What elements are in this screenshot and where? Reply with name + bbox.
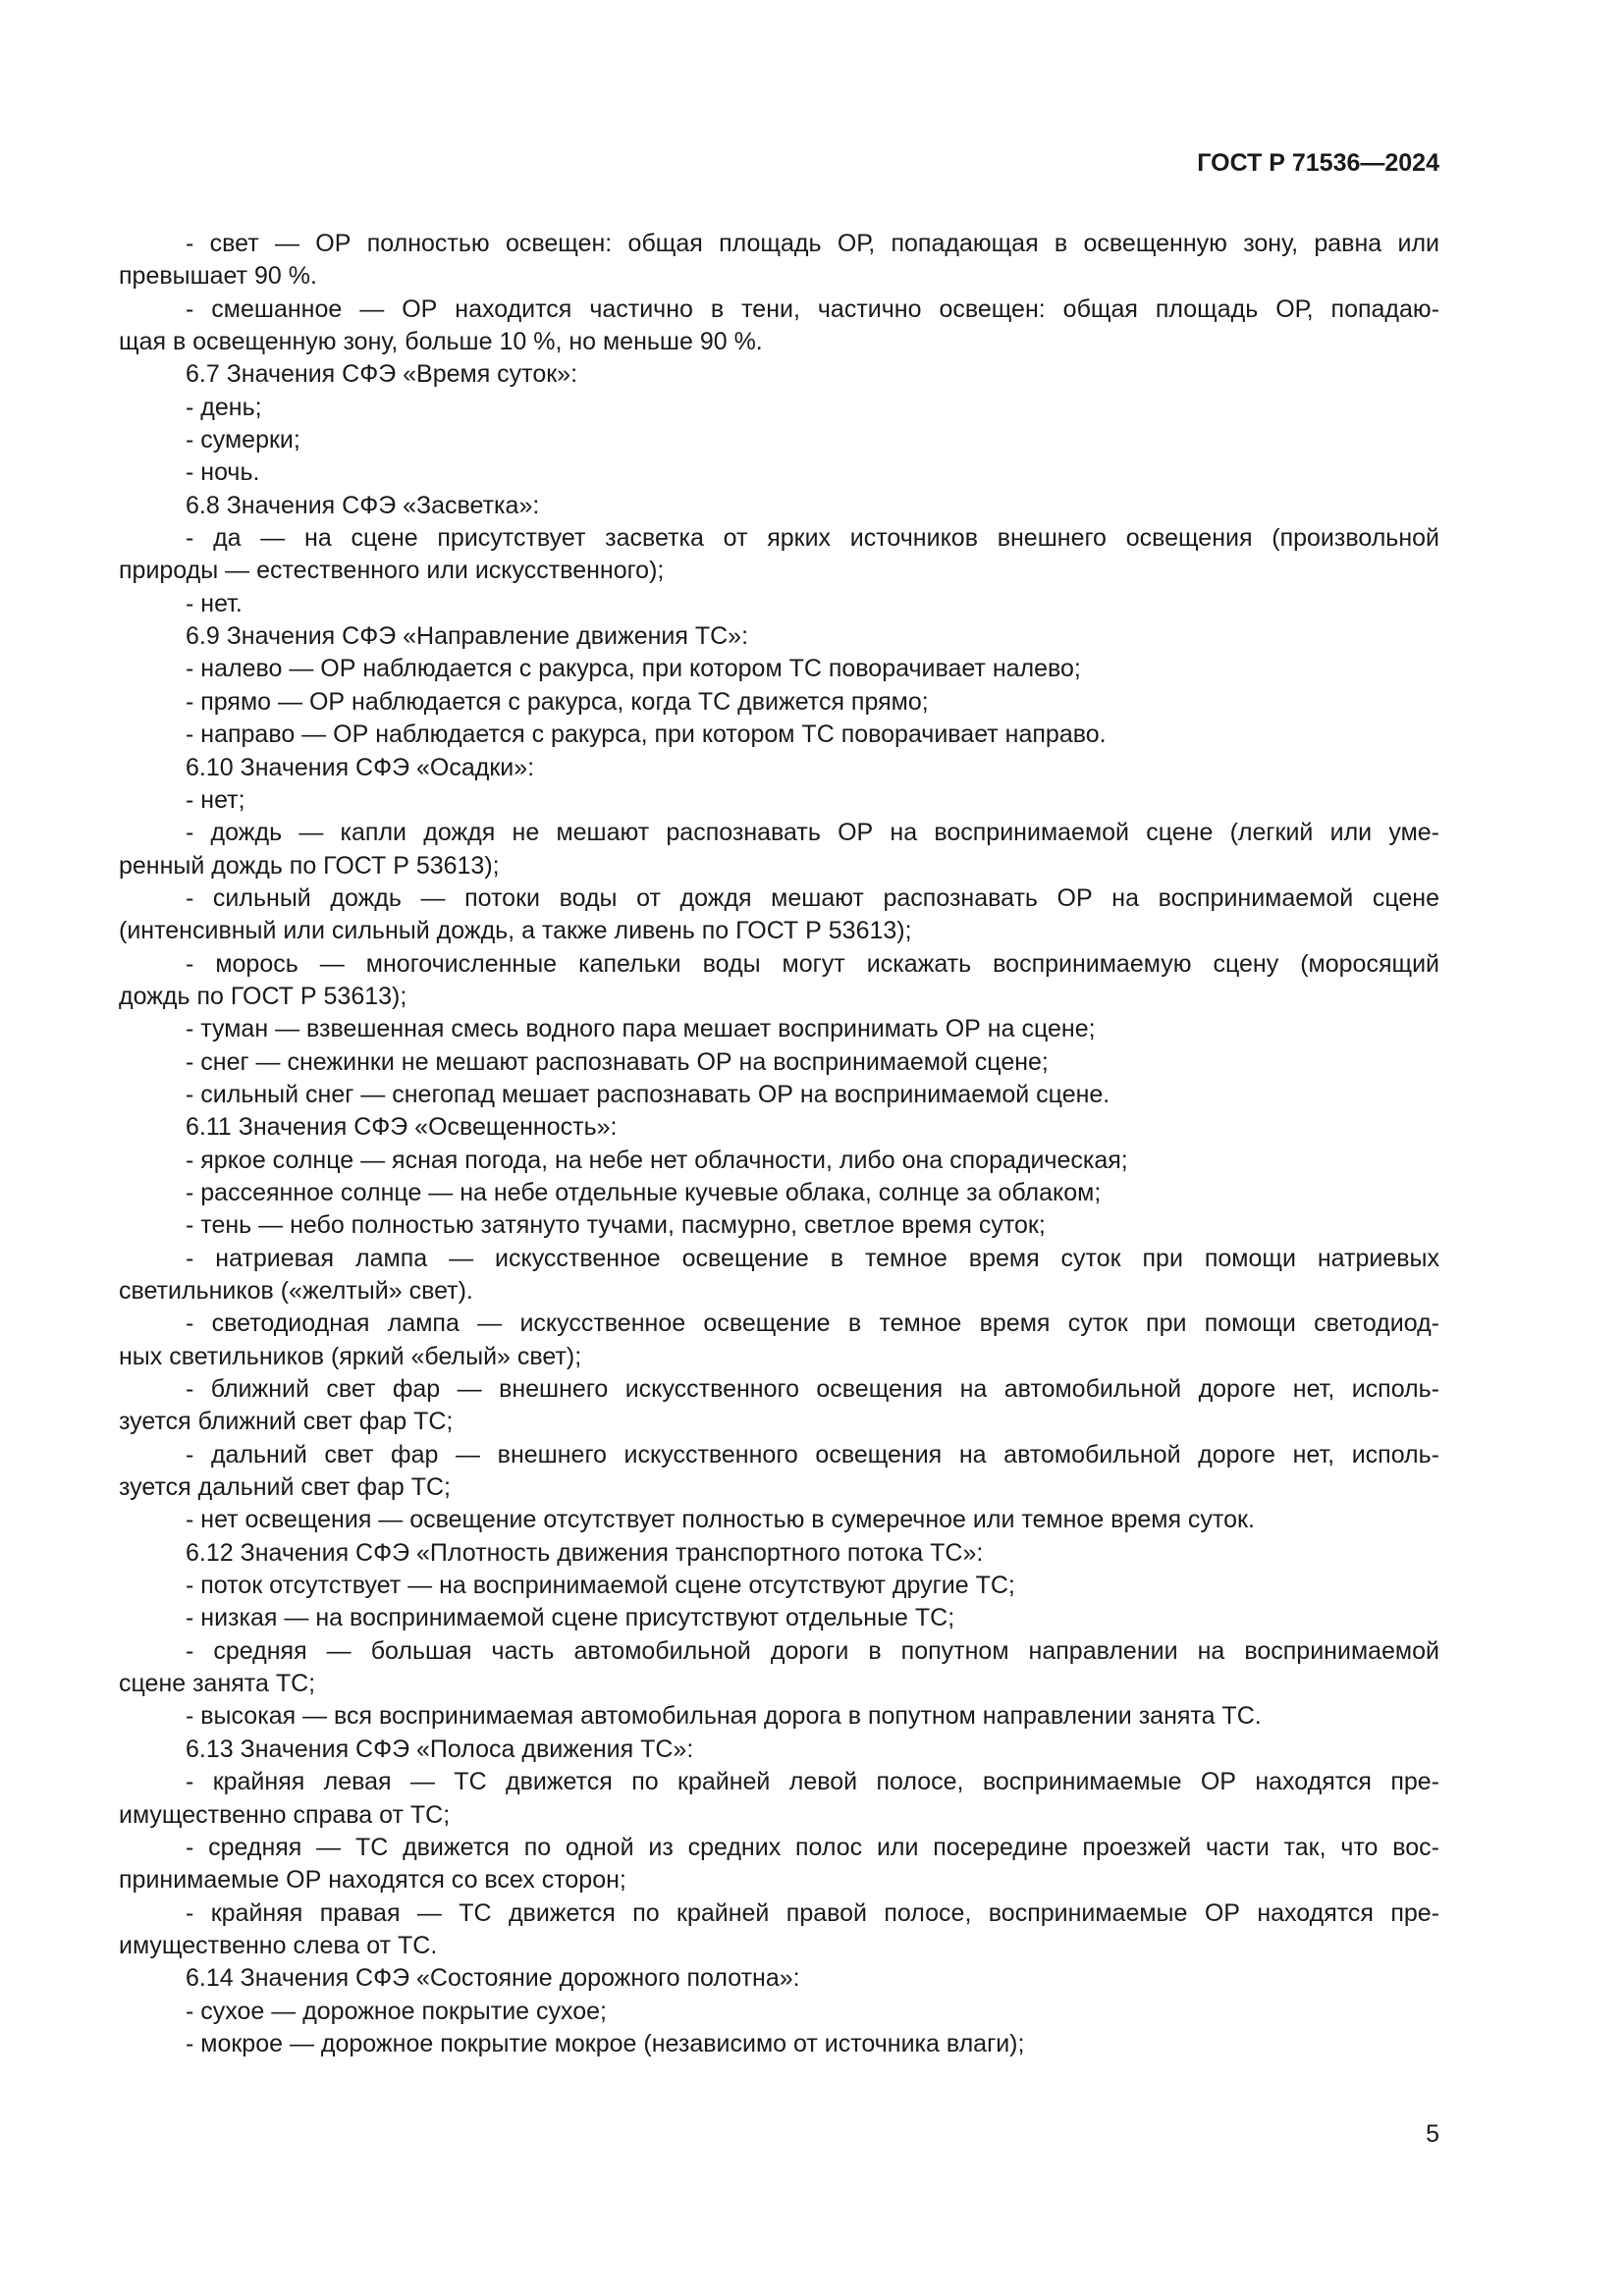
text-line: - туман — взвешенная смесь водного пара мешает воспринимать ОР на сцене;: [186, 1015, 1096, 1043]
text-line: 6.13 Значения СФЭ «Полоса движения ТС»:: [186, 1735, 694, 1763]
text-line: 6.10 Значения СФЭ «Осадки»:: [186, 753, 535, 781]
text-line: принимаемые ОР находятся со всех сторон;: [119, 1866, 626, 1895]
text-line: - нет;: [186, 785, 245, 814]
text-line: превышает 90 %.: [119, 262, 317, 291]
text-line: имущественно справа от ТС;: [119, 1800, 451, 1829]
text-line: - сухое — дорожное покрытие сухое;: [186, 1997, 607, 2025]
document-number: ГОСТ Р 71536—2024: [1197, 149, 1439, 177]
text-line: - да — на сцене присутствует засветка от ярких источников внешнего освещения (произвольной: [186, 524, 1439, 553]
text-line: - сильный дождь — потоки воды от дождя мешают распознавать ОР на воспринимаемой сцене: [186, 883, 1439, 912]
text-line: природы — естественного или искусственного);: [119, 557, 665, 585]
text-line: - высокая — вся воспринимаемая автомобильная дорога в попутном направлении занята ТС.: [186, 1702, 1262, 1731]
text-line: - сумерки;: [186, 426, 300, 454]
text-line: - средняя — большая часть автомобильной дороги в попутном направлении на воспринимаемой: [186, 1636, 1439, 1665]
text-line: дождь по ГОСТ Р 53613);: [119, 982, 407, 1010]
text-line: - снег — снежинки не мешают распознавать ОР на воспринимаемой сцене;: [186, 1047, 1049, 1076]
text-line: - нет освещения — освещение отсутствует полностью в сумеречное или темное время суток.: [186, 1506, 1255, 1534]
text-line: 6.11 Значения СФЭ «Освещенность»:: [186, 1113, 618, 1142]
text-line: - сильный снег — снегопад мешает распознавать ОР на воспринимаемой сцене.: [186, 1080, 1110, 1108]
text-line: - крайняя левая — ТС движется по крайней левой полосе, воспринимаемые ОР находятся пре-: [186, 1768, 1439, 1796]
text-line: - налево — ОР наблюдается с ракурса, при котором ТС поворачивает налево;: [186, 655, 1081, 683]
text-line: - мокрое — дорожное покрытие мокрое (независимо от источника влаги);: [186, 2029, 1025, 2057]
text-line: светильников («желтый» свет).: [119, 1277, 473, 1305]
document-body: [119, 228, 1439, 2060]
text-line: - направо — ОР наблюдается с ракурса, при котором ТС поворачивает направо.: [186, 721, 1107, 749]
text-line: (интенсивный или сильный дождь, а также ливень по ГОСТ Р 53613);: [119, 917, 912, 945]
text-line: зуется ближний свет фар ТС;: [119, 1408, 454, 1436]
text-line: - тень — небо полностью затянуто тучами, пасмурно, светлое время суток;: [186, 1211, 1046, 1240]
page-number: 5: [1426, 2120, 1439, 2148]
text-line: ренный дождь по ГОСТ Р 53613);: [119, 851, 500, 880]
text-line: - светодиодная лампа — искусственное освещение в темное время суток при помощи светодиод-: [186, 1309, 1439, 1338]
text-line: - натриевая лампа — искусственное освещение в темное время суток при помощи натриевых: [186, 1244, 1439, 1272]
text-line: - крайняя правая — ТС движется по крайней правой полосе, воспринимаемые ОР находятся пре-: [186, 1898, 1439, 1927]
text-line: - ночь.: [186, 458, 260, 487]
text-line: - дальний свет фар — внешнего искусственного освещения на автомобильной дороге нет, исполь-: [186, 1440, 1439, 1468]
text-line: 6.7 Значения СФЭ «Время суток»:: [186, 360, 578, 389]
text-line: 6.9 Значения СФЭ «Направление движения ТС»:: [186, 622, 749, 651]
text-line: - нет.: [186, 589, 243, 617]
text-line: - низкая — на воспринимаемой сцене присутствуют отдельные ТС;: [186, 1604, 955, 1632]
text-line: - яркое солнце — ясная погода, на небе нет облачности, либо она спорадическая;: [186, 1146, 1128, 1174]
text-line: - дождь — капли дождя не мешают распознавать ОР на воспринимаемой сцене (легкий или уме-: [186, 819, 1439, 847]
text-line: - морось — многочисленные капельки воды могут искажать воспринимаемую сцену (моросящий: [186, 949, 1439, 978]
text-line: зуется дальний свет фар ТС;: [119, 1473, 451, 1502]
text-line: - рассеянное солнце — на небе отдельные кучевые облака, солнце за облаком;: [186, 1178, 1102, 1206]
text-line: - смешанное — ОР находится частично в тени, частично освещен: общая площадь ОР, попадаю-: [186, 294, 1439, 323]
text-line: - свет — ОР полностью освещен: общая площадь ОР, попадающая в освещенную зону, равна или: [186, 230, 1439, 257]
text-line: сцене занята ТС;: [119, 1670, 316, 1698]
text-line: ных светильников (яркий «белый» свет);: [119, 1342, 582, 1370]
text-line: - день;: [186, 393, 262, 421]
text-line: 6.12 Значения СФЭ «Плотность движения транспортного потока ТС»:: [186, 1538, 984, 1567]
text-line: - средняя — ТС движется по одной из средних полос или посередине проезжей части так, что вос-: [186, 1833, 1439, 1861]
text-line: - ближний свет фар — внешнего искусственного освещения на автомобильной дороге нет, исполь-: [186, 1375, 1439, 1404]
text-line: имущественно слева от ТС.: [119, 1931, 438, 1959]
text-line: 6.8 Значения СФЭ «Засветка»:: [186, 491, 540, 519]
text-line: щая в освещенную зону, больше 10 %, но меньше 90 %.: [119, 328, 763, 356]
text-line: - прямо — ОР наблюдается с ракурса, когда ТС движется прямо;: [186, 687, 929, 716]
text-line: - поток отсутствует — на воспринимаемой сцене отсутствуют другие ТС;: [186, 1572, 1015, 1600]
text-line: 6.14 Значения СФЭ «Состояние дорожного полотна»:: [186, 1964, 800, 1993]
